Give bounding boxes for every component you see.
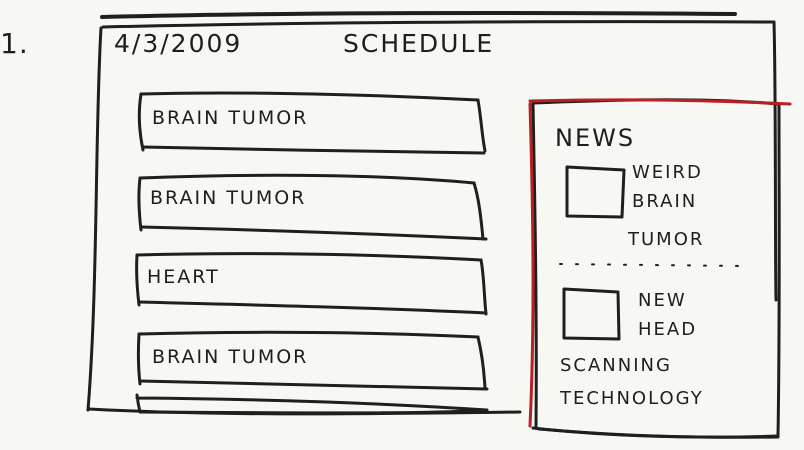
- schedule-item-2-label: BRAIN TUMOR: [150, 187, 307, 209]
- window-inner-top-border: [103, 22, 774, 27]
- schedule-item-1[interactable]: [140, 94, 486, 154]
- window-right-border: [774, 22, 776, 300]
- news-item-divider: [560, 264, 742, 266]
- news-item-1-line-2: BRAIN: [632, 191, 698, 212]
- news-panel-highlight-left: [530, 104, 533, 426]
- schedule-item-1-label: BRAIN TUMOR: [152, 107, 309, 129]
- schedule-item-4-label: BRAIN TUMOR: [152, 346, 309, 368]
- news-item-2-line-2: HEAD: [638, 319, 698, 340]
- schedule-more-item[interactable]: [136, 395, 488, 415]
- news-item-2-line-1: NEW: [638, 290, 687, 311]
- news-item-2-line-3: SCANNING: [560, 355, 672, 376]
- news-item-2-line-4: TECHNOLOGY: [560, 388, 704, 409]
- schedule-title: SCHEDULE: [343, 29, 495, 58]
- schedule-item-3-label: HEART: [147, 266, 220, 288]
- schedule-date: 4/3/2009: [114, 29, 243, 58]
- schedule-item-4[interactable]: [138, 331, 487, 391]
- window-top-border: [102, 13, 735, 17]
- news-item-2[interactable]: [556, 285, 776, 415]
- window-left-border: [88, 28, 101, 410]
- sketch-number: 1.: [0, 27, 29, 60]
- news-panel-right-border: [778, 104, 779, 436]
- news-item-1[interactable]: [560, 160, 750, 252]
- news-title: NEWS: [555, 124, 636, 152]
- news-item-1-line-1: WEIRD: [632, 162, 703, 183]
- window-bottom-right-border: [533, 428, 778, 437]
- schedule-item-3[interactable]: [136, 252, 487, 315]
- schedule-item-2[interactable]: [139, 175, 487, 241]
- news-item-1-line-3: TUMOR: [628, 229, 705, 250]
